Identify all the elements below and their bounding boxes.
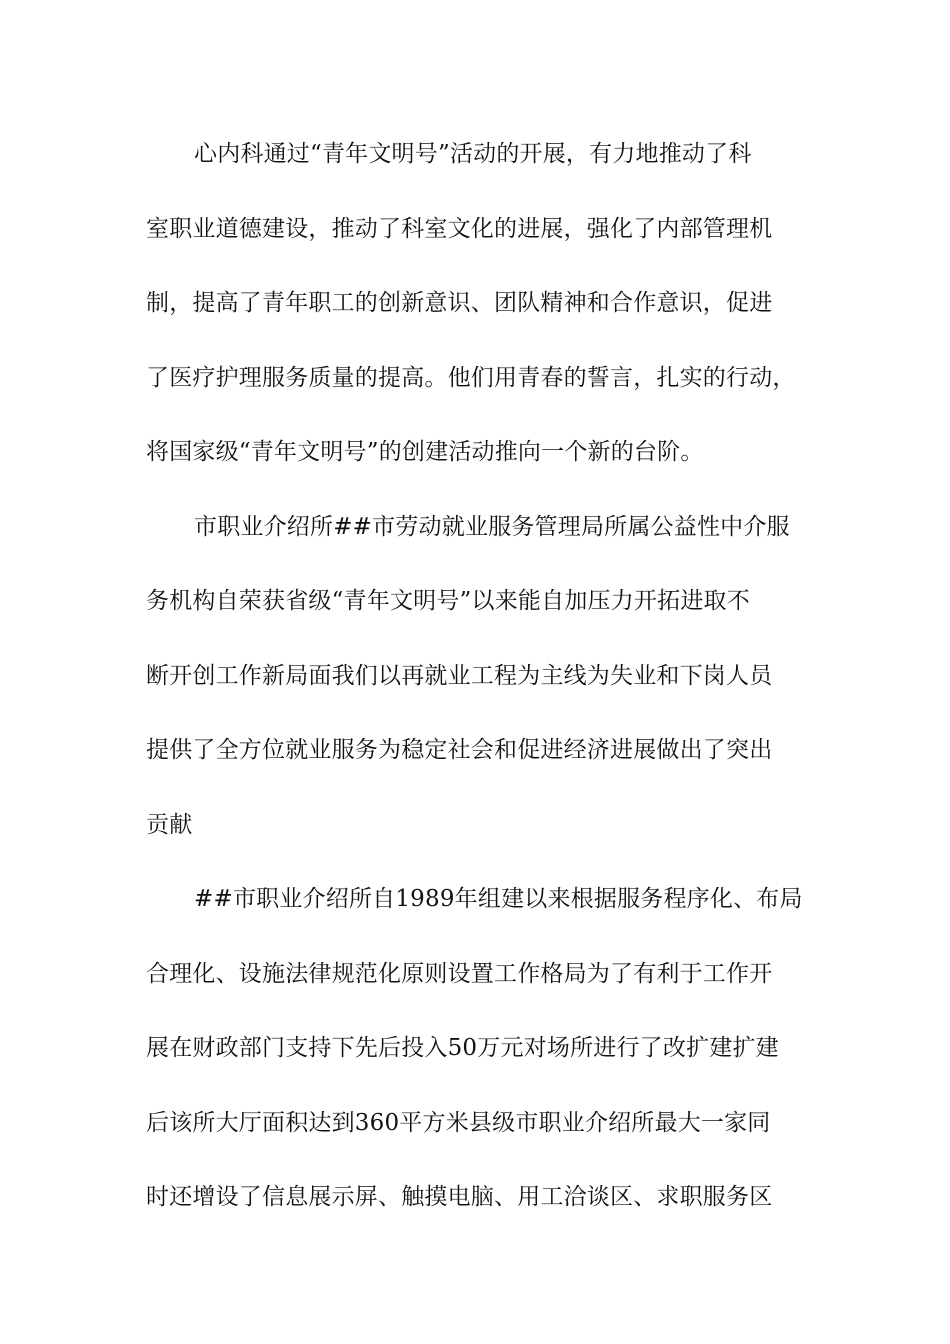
paragraph-1 bbox=[146, 133, 816, 506]
paragraph-line: 了医疗护理服务质量的提高。他们用青春的誓言，扎实的行动， bbox=[146, 364, 796, 391]
paragraph-line: 时还增设了信息展示屏、触摸电脑、用工洽谈区、求职服务区 bbox=[146, 1184, 773, 1210]
paragraph-line: 合理化、设施法律规范化原则设置工作格局为了有利于工作开 bbox=[146, 960, 773, 987]
paragraph-2 bbox=[146, 506, 816, 879]
paragraph-line: 室职业道德建设，推动了科室文化的进展，强化了内部管理机 bbox=[146, 215, 773, 242]
paragraph-line: 贡献 bbox=[146, 811, 193, 838]
paragraph-line: 将国家级“青年文明号”的创建活动推向一个新的台阶。 bbox=[146, 439, 704, 465]
paragraph-line: ##市职业介绍所自1989年组建以来根据服务程序化、布局 bbox=[194, 886, 803, 912]
paragraph-line: 后该所大厅面积达到360平方米县级市职业介绍所最大一家同 bbox=[146, 1109, 771, 1136]
paragraph-line: 制，提高了青年职工的创新意识、团队精神和合作意识，促进 bbox=[146, 290, 773, 316]
paragraph-line: 提供了全方位就业服务为稳定社会和促进经济进展做出了突出 bbox=[146, 737, 773, 763]
paragraph-line: 心内科通过“青年文明号”活动的开展，有力地推动了科 bbox=[194, 141, 752, 167]
paragraph-3 bbox=[146, 878, 816, 1251]
paragraph-line: 展在财政部门支持下先后投入50万元对场所进行了改扩建扩建 bbox=[146, 1035, 779, 1061]
document-body bbox=[146, 133, 816, 1251]
paragraph-line: 断开创工作新局面我们以再就业工程为主线为失业和下岗人员 bbox=[146, 662, 773, 689]
paragraph-line: 务机构自荣获省级“青年文明号”以来能自加压力开拓进取不 bbox=[146, 588, 750, 614]
paragraph-line: 市职业介绍所##市劳动就业服务管理局所属公益性中介服 bbox=[194, 513, 790, 540]
